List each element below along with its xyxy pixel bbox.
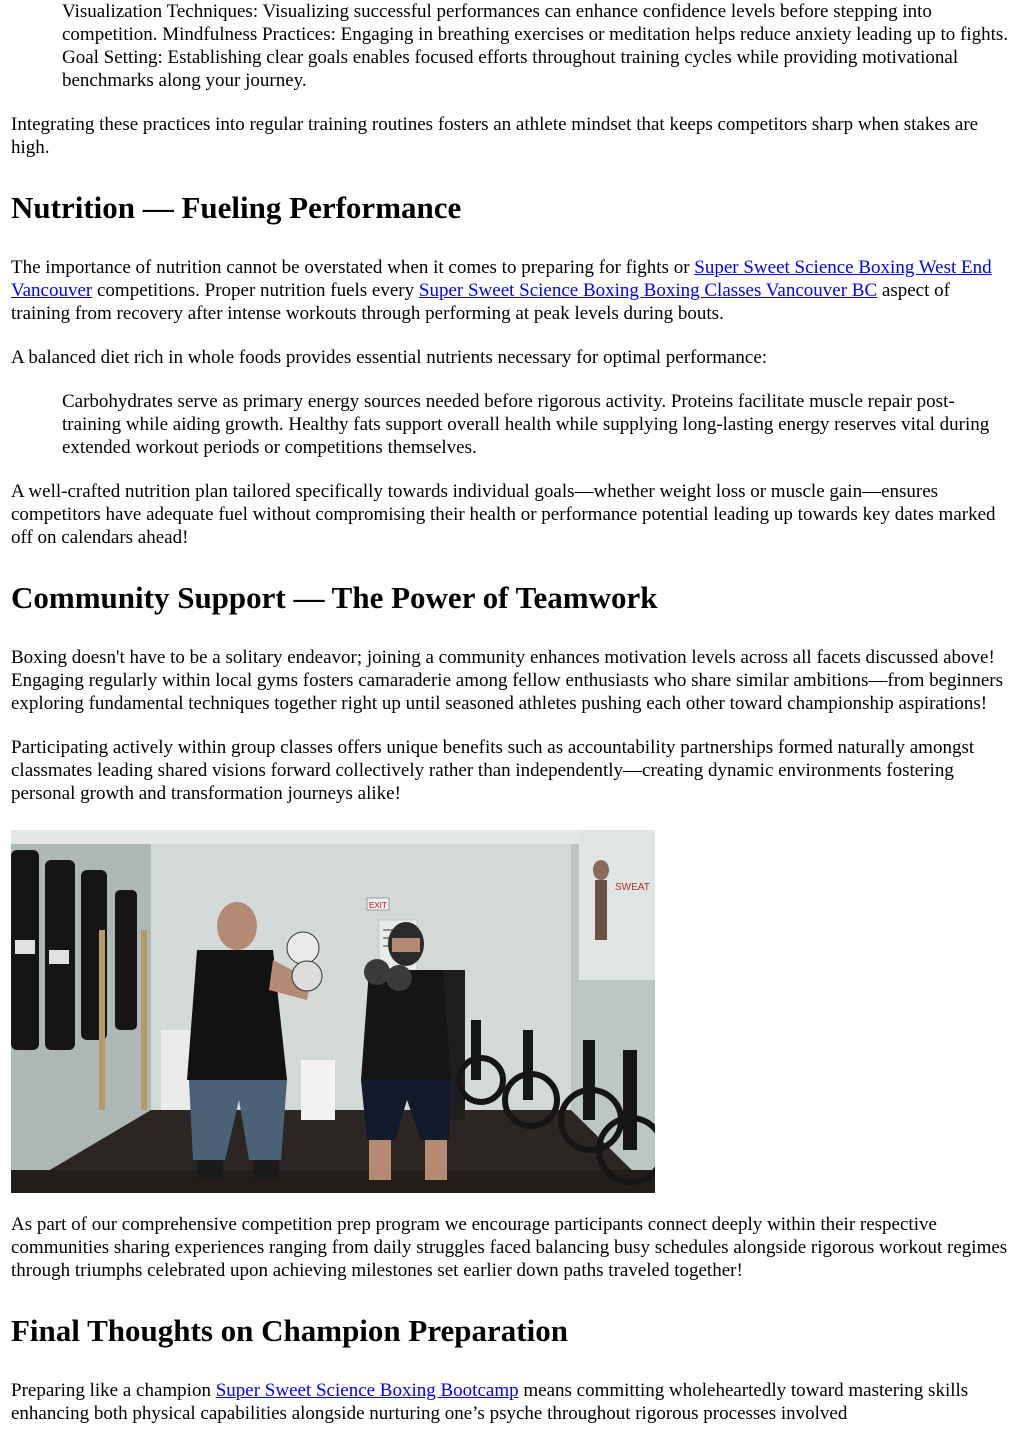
svg-text:SWEAT: SWEAT [615, 882, 650, 893]
integrating-paragraph: Integrating these practices into regular training routines fosters an athlete mindset that keeps competitors sharp when stakes are high. [11, 114, 979, 158]
article [11, 0, 1011, 805]
nutrients-quote [62, 390, 1011, 459]
nutrition-heading: Nutrition — Fueling Performance [11, 190, 462, 225]
competition-prep-paragraph: As part of our comprehensive competition prep program we encourage participants connect deeply within their respective communities sharing experiences ranging from daily struggles faced balancing busy schedules alongside rigorous workout regimes through triumphs celebrated upon achieving milestones set earlier down paths traveled together! [11, 1214, 1008, 1281]
article-continued [11, 1213, 1011, 1425]
community-paragraph-2: Participating actively within group classes offers unique benefits such as accountability partnerships formed naturally amongst classmates leading shared visions forward collectively rather than independently—creating dynamic environments fostering personal growth and transformation journeys alike! [11, 737, 975, 804]
boxing-classes-vancouver-link[interactable]: Super Sweet Science Boxing Boxing Classes Vancouver BC [418, 280, 878, 301]
final-thoughts-paragraph [11, 1379, 1011, 1425]
community-paragraph-1: Boxing doesn't have to be a solitary endeavor; joining a community enhances motivation levels across all facets discussed above! Engaging regularly within local gyms fosters camaraderie among fellow enthusiasts who share similar ambitions—from beginners exploring fundamental techniques together right up until seasoned athletes pushing each other toward championship aspirations! [11, 647, 1003, 714]
mental-techniques-quote [62, 0, 1011, 92]
boxing-gym-photo [11, 830, 655, 1193]
svg-text:EXIT: EXIT [369, 901, 387, 910]
final-thoughts-heading: Final Thoughts on Champion Preparation [11, 1313, 568, 1348]
west-end-vancouver-link[interactable]: Super Sweet Science Boxing West End Vancouver [11, 257, 992, 301]
nutrition-text-c: aspect of training from recovery after intense workouts through performing at peak levels during bouts. [11, 280, 950, 324]
nutrients-text: Carbohydrates serve as primary energy sources needed before rigorous activity. Proteins facilitate muscle repair post-training while aiding growth. Healthy fats support overall health while supplying long-lasting energy reserves vital during extended workout periods or competitions themselves. [62, 391, 990, 458]
community-heading: Community Support — The Power of Teamwork [11, 580, 658, 615]
nutrition-paragraph [11, 256, 1011, 325]
nutrition-plan-paragraph: A well-crafted nutrition plan tailored specifically towards individual goals—whether weight loss or muscle gain—ensures competitors have adequate fuel without compromising their health or performance potential leading up towards key dates marked off on calendars ahead! [11, 481, 996, 548]
nutrition-text-a: The importance of nutrition cannot be overstated when it comes to preparing for fights or [11, 257, 695, 278]
bootcamp-link[interactable]: Super Sweet Science Boxing Bootcamp [215, 1380, 519, 1401]
balanced-diet-paragraph: A balanced diet rich in whole foods provides essential nutrients necessary for optimal performance: [11, 347, 768, 368]
final-text-a: Preparing like a champion [11, 1380, 216, 1401]
mental-techniques-text: Visualization Techniques: Visualizing successful performances can enhance confidence levels before stepping into competition. Mindfulness Practices: Engaging in breathing exercises or meditation helps reduce anxiety leading up to fights. Goal Setting: Establishing clear goals enables focused efforts throughout training cycles while providing motivational benchmarks along your journey. [62, 1, 1009, 91]
nutrition-text-b: competitions. Proper nutrition fuels every [92, 280, 419, 301]
final-text-b: means committing wholeheartedly toward mastering skills enhancing both physical capabilities alongside nurturing one’s psyche throughout rigorous processes involved [11, 1380, 969, 1424]
